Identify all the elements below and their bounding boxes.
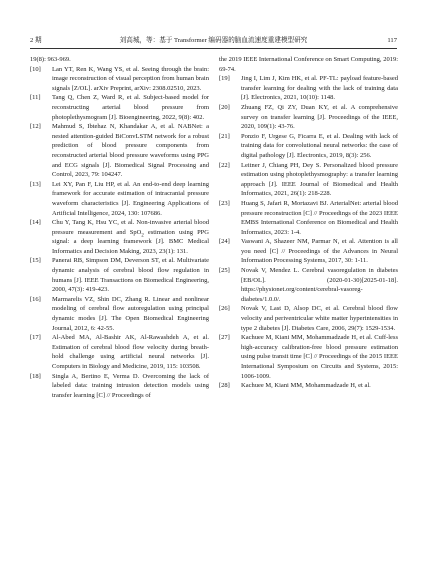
reference-text: Lei XY, Pan F, Liu HP, et al. An end-to-end deep learning framework for accurate estimation of intracranial pressure waveform characteristics [J]. Engineering Applications of Artificial Intelligence, 2024, 130: 107686. (52, 180, 209, 217)
left-column (30, 55, 209, 400)
reference-item (219, 304, 398, 333)
reference-number: [28] (219, 382, 230, 390)
reference-number: [14] (30, 219, 41, 227)
reference-item (219, 103, 398, 132)
reference-continuation: the 2019 IEEE International Conference on Smart Computing, 2019: 69-74. (219, 56, 398, 73)
reference-number: [22] (219, 161, 230, 169)
reference-text: Jing I, Lim J, Kim HK, et al. PF-TL: payload feature-based transfer learning for dealing with the lack of training data [J]. Electronics, 2021, 10(10): 1148. (241, 75, 398, 102)
reference-continuation: 19(8): 963-969. (30, 56, 71, 63)
reference-item (219, 237, 398, 266)
reference-item (30, 180, 209, 218)
reference-text: Chu Y, Tang K, Hsu YC, et al. Non-invasive arterial blood pressure measurement and SpO (52, 219, 209, 236)
reference-text: Huang S, Jafari R, Mortazavi BJ. ArterialNet: arterial blood pressure reconstruction [C] // Proceedings of the 2023 IEEE EMBS International Conference on Biomedical and Health Informatics, 2023: 1-4. (241, 199, 398, 236)
reference-text: Novak V, Last D, Alsop DC, et al. Cerebral blood flow velocity and periventricular white matter hyperintensities in type 2 diabetes [J]. Diabetes Care, 2006, 29(7): 1529-1534. (241, 305, 398, 332)
reference-text: Kachuee M, Kiani MM, Mohammadzade H, et al. Cuff-less high-accuracy calibration-free blood pressure estimation using pulse transit time [C] // Proceedings of the 2015 IEEE International Symposium on Circuits and Systems, 2015: 1006-1009. (241, 334, 398, 380)
reference-number: [25] (219, 267, 230, 275)
reference-text: Lan YT, Ren K, Wang YS, et al. Seeing through the brain: image reconstruction of visual perception from human brain signals [Z/OL]. arXiv Preprint, arXiv: 2308.02510, 2023. (52, 65, 209, 92)
reference-item (30, 93, 209, 122)
reference-item (219, 74, 398, 103)
reference-text: Novak V, Mendez L. Cerebral vasoregulation in diabetes [EB/OL]. (2020-01-30)[2025-01-18]. https://physionet.org/content/cerebral-vasoreg-diabetes/1.0.0/. (241, 267, 398, 303)
reference-text: Zhuang FZ, Qi ZY, Duan KY, et al. A comprehensive survey on transfer learning [J]. Proceedings of the IEEE, 2020, 109(1): 43-76. (241, 103, 398, 131)
reference-item (219, 266, 398, 304)
reference-number: [27] (219, 334, 230, 342)
reference-number: [19] (219, 75, 230, 83)
page-number: 117 (387, 37, 397, 44)
reference-number: [10] (30, 65, 41, 73)
reference-text: Singla A, Bertino E, Verma D. Overcoming the lack of labeled data: training intrusion detection models using transfer learning [C] // Proceedings of (52, 372, 209, 399)
reference-text: Kachuee M, Kiani MM, Mohammadzade H, et al. (241, 382, 371, 390)
right-column (219, 55, 398, 391)
reference-item (219, 199, 398, 237)
reference-number: [12] (30, 123, 41, 131)
reference-item (30, 218, 209, 256)
reference-item (219, 161, 398, 199)
reference-text: estimation using PPG signal: a deep learning framework [J]. BMC Medical Informatics and Decision Making, 2023, 23(1): 131. (52, 228, 209, 255)
reference-item (219, 381, 398, 391)
reference-item (30, 256, 209, 294)
running-title: 刘高城，等：基于 Transformer 编码器的脑血流速度重建模型研究 (119, 37, 308, 44)
reference-number: [11] (30, 94, 41, 102)
reference-number: [17] (30, 334, 41, 342)
subscript: 2 (141, 232, 144, 238)
reference-number: [21] (219, 132, 230, 140)
reference-item (219, 333, 398, 381)
reference-number: [20] (219, 103, 230, 111)
reference-text: Mahmud S, Ibtehaz N, Khandakar A, et al. NABNet: a nested attention-guided BiConvLSTM network for a robust prediction of blood pressure components from reconstructed arterial blood pressure waveforms using PPG and ECG signals [J]. Biomedical Signal Processing and Control, 2023, 79: 104247. (52, 123, 209, 179)
reference-item (219, 132, 398, 161)
reference-number: [15] (30, 257, 41, 265)
reference-number: [23] (219, 199, 230, 207)
page-header (30, 34, 397, 49)
reference-item (30, 372, 209, 401)
reference-text: Marmarelis VZ, Shin DC, Zhang R. Linear and nonlinear modeling of cerebral flow autoregulation using principal dynamic modes [J]. The Open Biomedical Engineering Journal, 2012, 6: 42-55. (52, 295, 209, 332)
reference-number: [18] (30, 372, 41, 380)
reference-text: Panerai RB, Simpson DM, Deverson ST, et al. Multivariate dynamic analysis of cerebral blood flow regulation in humans [J]. IEEE Transactions on Biomedical Engineering, 2000, 47(3): 419-423. (52, 257, 209, 294)
reference-item (30, 122, 209, 180)
reference-number: [16] (30, 295, 41, 303)
reference-number: [26] (219, 305, 230, 313)
reference-text: Leitner J, Chiang PH, Dey S. Personalized blood pressure estimation using photoplethysmography: a transfer learning approach [J]. IEEE Journal of Biomedical and Health Informatics, 2021, 26(1): 218-228. (241, 161, 398, 198)
reference-item (30, 333, 209, 371)
issue-number: 2 期 (30, 37, 42, 44)
reference-text: Al-Abed MA, Al-Bashir AK, Al-Rawashdeh A, et al. Estimation of cerebral blood flow velocity during breath-hold challenge using artificial neural networks [J]. Computers in Biology and Medicine, 2019, 115: 103508. (52, 334, 209, 370)
reference-number: [13] (30, 180, 41, 188)
reference-item (30, 295, 209, 333)
reference-number: [24] (219, 238, 230, 246)
reference-text: Vaswani A, Shazeer NM, Parmar N, et al. Attention is all you need [C] // Proceedings of the Advances in Neural Information Processing Systems, 2017, 30: 1-11. (241, 238, 398, 265)
reference-text: Tang Q, Chen Z, Ward R, et al. Subject-based model for reconstructing arterial blood pressure from photoplethysmogram [J]. Bioengineering, 2022, 9(8): 402. (52, 94, 209, 121)
reference-item (30, 65, 209, 94)
reference-text: Ponzio F, Urgese G, Ficarra E, et al. Dealing with lack of training data for convolutional neural networks: the case of digital pathology [J]. Electronics, 2019, 8(3): 256. (241, 132, 398, 159)
